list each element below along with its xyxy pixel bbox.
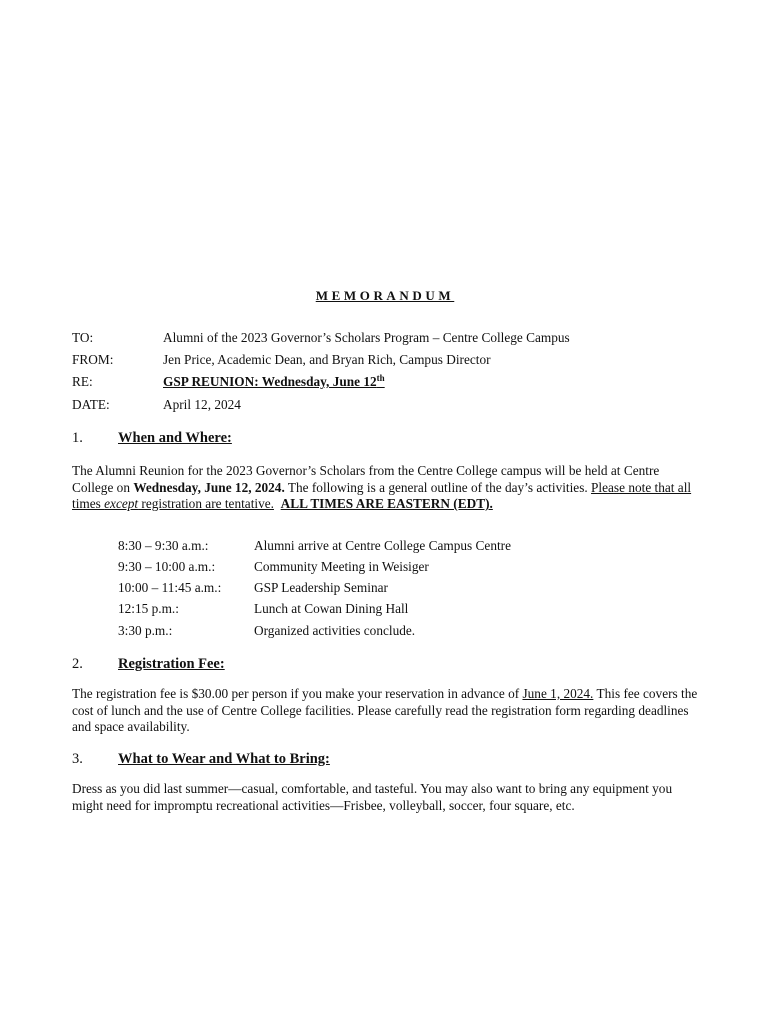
schedule-activity: Alumni arrive at Centre College Campus Centre <box>254 538 512 553</box>
section-2-number: 2. <box>72 656 83 672</box>
section-1-text: The Alumni Reunion for the 2023 Governor’s Scholars from the Centre College campus will be held at Centre College on <box>72 463 660 495</box>
schedule-activity: Community Meeting in Weisiger <box>254 559 429 574</box>
section-2-paragraph <box>72 686 698 736</box>
section-2-title: Registration Fee: <box>118 656 225 672</box>
date-value: April 12, 2024 <box>163 397 241 412</box>
to-label: TO: <box>72 330 94 345</box>
schedule-time: 8:30 – 9:30 a.m.: <box>118 538 209 553</box>
re-value-text: GSP REUNION: Wednesday, June 12 <box>163 374 377 389</box>
from-label: FROM: <box>72 352 114 367</box>
section-1-date: Wednesday, June 12, 2024. <box>133 479 285 495</box>
section-3-title: What to Wear and What to Bring: <box>118 751 330 767</box>
schedule-time: 3:30 p.m.: <box>118 623 173 638</box>
memo-title: MEMORANDUM <box>315 288 455 303</box>
section-3-paragraph: Dress as you did last summer—casual, comfortable, and tasteful. You may also want to bring any equipment you might need for impromptu recreational activities—Frisbee, volleyball, soccer, four square, etc. <box>72 781 673 813</box>
section-1-paragraph <box>72 463 698 513</box>
schedule-time: 12:15 p.m.: <box>118 601 179 616</box>
from-value: Jen Price, Academic Dean, and Bryan Rich, Campus Director <box>163 352 491 367</box>
schedule-activity: Lunch at Cowan Dining Hall <box>254 601 409 616</box>
section-1-text-mid: The following is a general outline of the day’s activities. <box>284 479 592 495</box>
section-2-deadline: June 1, 2024. <box>522 686 594 701</box>
section-2-text-end: This fee covers the cost of lunch and the use of Centre College facilities. Please carefully read the registration form regarding deadlines and space availability. <box>72 686 698 734</box>
section-1-note-end: registration are tentative. <box>138 496 274 511</box>
date-label: DATE: <box>72 397 110 412</box>
re-value <box>163 374 385 391</box>
schedule-activity: GSP Leadership Seminar <box>254 580 388 595</box>
schedule-time: 10:00 – 11:45 a.m.: <box>118 580 222 595</box>
schedule-time: 9:30 – 10:00 a.m.: <box>118 559 216 574</box>
re-label: RE: <box>72 374 93 389</box>
schedule-activity: Organized activities conclude. <box>254 623 416 638</box>
section-1-number: 1. <box>72 430 83 446</box>
section-1-title: When and Where: <box>118 430 232 446</box>
section-1-note-italic: except <box>104 496 139 511</box>
to-value: Alumni of the 2023 Governor’s Scholars Program – Centre College Campus <box>163 330 570 345</box>
re-value-suffix: th <box>376 373 385 383</box>
section-1-emphasis: ALL TIMES ARE EASTERN (EDT). <box>280 496 493 511</box>
section-2-text: The registration fee is $30.00 per person if you make your reservation in advance of <box>72 686 523 701</box>
section-1-note-text: Please note that all times <box>72 479 692 511</box>
section-3-number: 3. <box>72 751 83 767</box>
